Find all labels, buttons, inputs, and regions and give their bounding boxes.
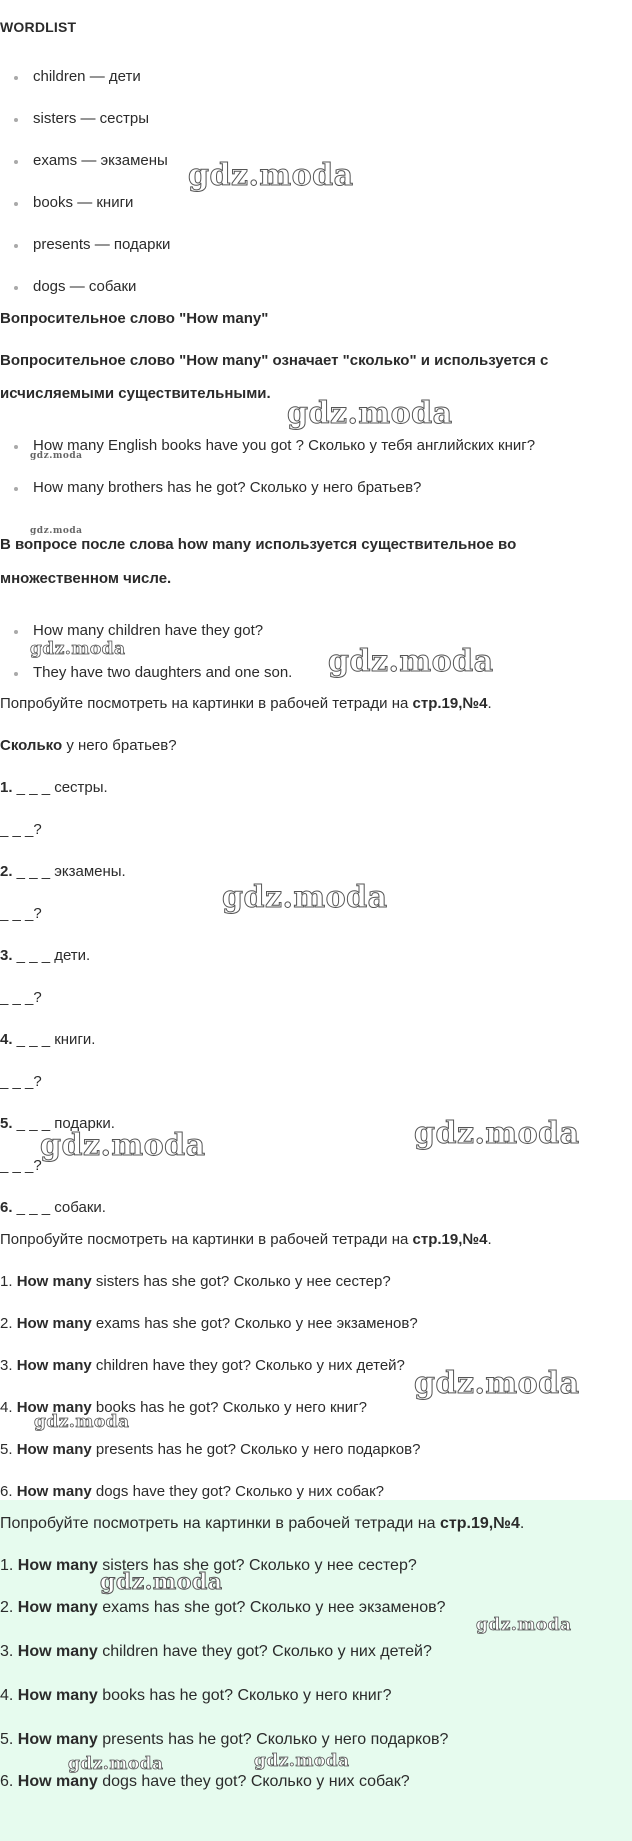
answer-line: 6. How many dogs have they got? Сколько у них собак? [0, 1483, 385, 1500]
wordlist-item: books — книги [33, 194, 134, 211]
watermark: gdz.moda [68, 1754, 164, 1774]
answer-line: 3. How many children have they got? Сколько у них детей? [0, 1357, 405, 1374]
task-intro: Попробуйте посмотреть на картинки в рабочей тетради на стр.19,№4. [0, 695, 492, 712]
answer-line: 2. How many exams has she got? Сколько у нее экзаменов? [0, 1315, 418, 1332]
bullet-icon [14, 487, 18, 491]
watermark: gdz.moda [34, 1412, 130, 1432]
task-item: 1. _ _ _ сестры. [0, 779, 108, 796]
task-item: 4. _ _ _ книги. [0, 1031, 96, 1048]
rule-text: множественном числе. [0, 570, 172, 587]
watermark: gdz.moda [328, 644, 494, 679]
solution-intro: Попробуйте посмотреть на картинки в рабочей тетради на стр.19,№4. [0, 1231, 492, 1248]
answer-box-line: 2. How many exams has she got? Сколько у нее экзаменов? [0, 1599, 446, 1616]
bullet-icon [14, 286, 18, 290]
bullet-icon [14, 76, 18, 80]
watermark: gdz.moda [30, 451, 83, 461]
watermark: gdz.moda [40, 1128, 206, 1163]
task-question: _ _ _? [0, 989, 42, 1006]
answer-line: 5. How many presents has he got? Сколько у него подарков? [0, 1441, 421, 1458]
task-sample: Сколько у него братьев? [0, 737, 177, 754]
answer-box-line: 5. How many presents has he got? Сколько у него подарков? [0, 1731, 449, 1748]
answer-box [0, 1500, 632, 1841]
task-question: _ _ _? [0, 1073, 42, 1090]
wordlist-item: sisters — сестры [33, 110, 150, 127]
wordlist-item: presents — подарки [33, 236, 171, 253]
rule-text: Вопросительное слово "How many" означает "сколько" и используется с [0, 352, 549, 369]
example-item: They have two daughters and one son. [33, 664, 293, 681]
task-item: 3. _ _ _ дети. [0, 947, 91, 964]
watermark: gdz.moda [188, 158, 354, 193]
watermark: gdz.moda [476, 1615, 572, 1635]
bullet-icon [14, 244, 18, 248]
example-item: How many children have they got? [33, 622, 264, 639]
answer-line: 1. How many sisters has she got? Сколько у нее сестер? [0, 1273, 391, 1290]
rule-heading: Вопросительное слово "How many" [0, 310, 269, 327]
answer-box-line: 1. How many sisters has she got? Сколько у нее сестер? [0, 1557, 417, 1574]
watermark: gdz.moda [414, 1116, 580, 1151]
task-question: _ _ _? [0, 905, 42, 922]
watermark: gdz.moda [30, 526, 83, 536]
bullet-icon [14, 202, 18, 206]
answer-box-intro: Попробуйте посмотреть на картинки в рабочей тетради на стр.19,№4. [0, 1515, 525, 1532]
task-item: 2. _ _ _ экзамены. [0, 863, 126, 880]
wordlist-item: children — дети [33, 68, 141, 85]
task-item: 5. _ _ _ подарки. [0, 1115, 115, 1132]
bullet-icon [14, 672, 18, 676]
wordlist-item: dogs — собаки [33, 278, 137, 295]
rule-text: исчисляемыми существительными. [0, 385, 271, 402]
wordlist-title: WORDLIST [0, 19, 77, 35]
watermark: gdz.moda [414, 1366, 580, 1401]
bullet-icon [14, 630, 18, 634]
watermark: gdz.moda [222, 880, 388, 915]
answer-line: 4. How many books has he got? Сколько у него книг? [0, 1399, 367, 1416]
wordlist-item: exams — экзамены [33, 152, 168, 169]
answer-box-line: 4. How many books has he got? Сколько у него книг? [0, 1687, 392, 1704]
example-item: How many brothers has he got? Сколько у него братьев? [33, 479, 422, 496]
rule-text: В вопросе после слова how many используется существительное во [0, 536, 517, 553]
answer-box-line: 6. How many dogs have they got? Сколько у них собак? [0, 1773, 410, 1790]
bullet-icon [14, 118, 18, 122]
watermark: gdz.moda [287, 396, 453, 431]
watermark: gdz.moda [254, 1751, 350, 1771]
answer-box-line: 3. How many children have they got? Сколько у них детей? [0, 1643, 432, 1660]
watermark: gdz.moda [30, 639, 126, 659]
watermark: gdz.moda [100, 1569, 223, 1595]
task-question: _ _ _? [0, 821, 42, 838]
bullet-icon [14, 160, 18, 164]
task-question: _ _ _? [0, 1157, 42, 1174]
task-item: 6. _ _ _ собаки. [0, 1199, 106, 1216]
bullet-icon [14, 445, 18, 449]
example-item: How many English books have you got ? Сколько у тебя английских книг? [33, 437, 536, 454]
